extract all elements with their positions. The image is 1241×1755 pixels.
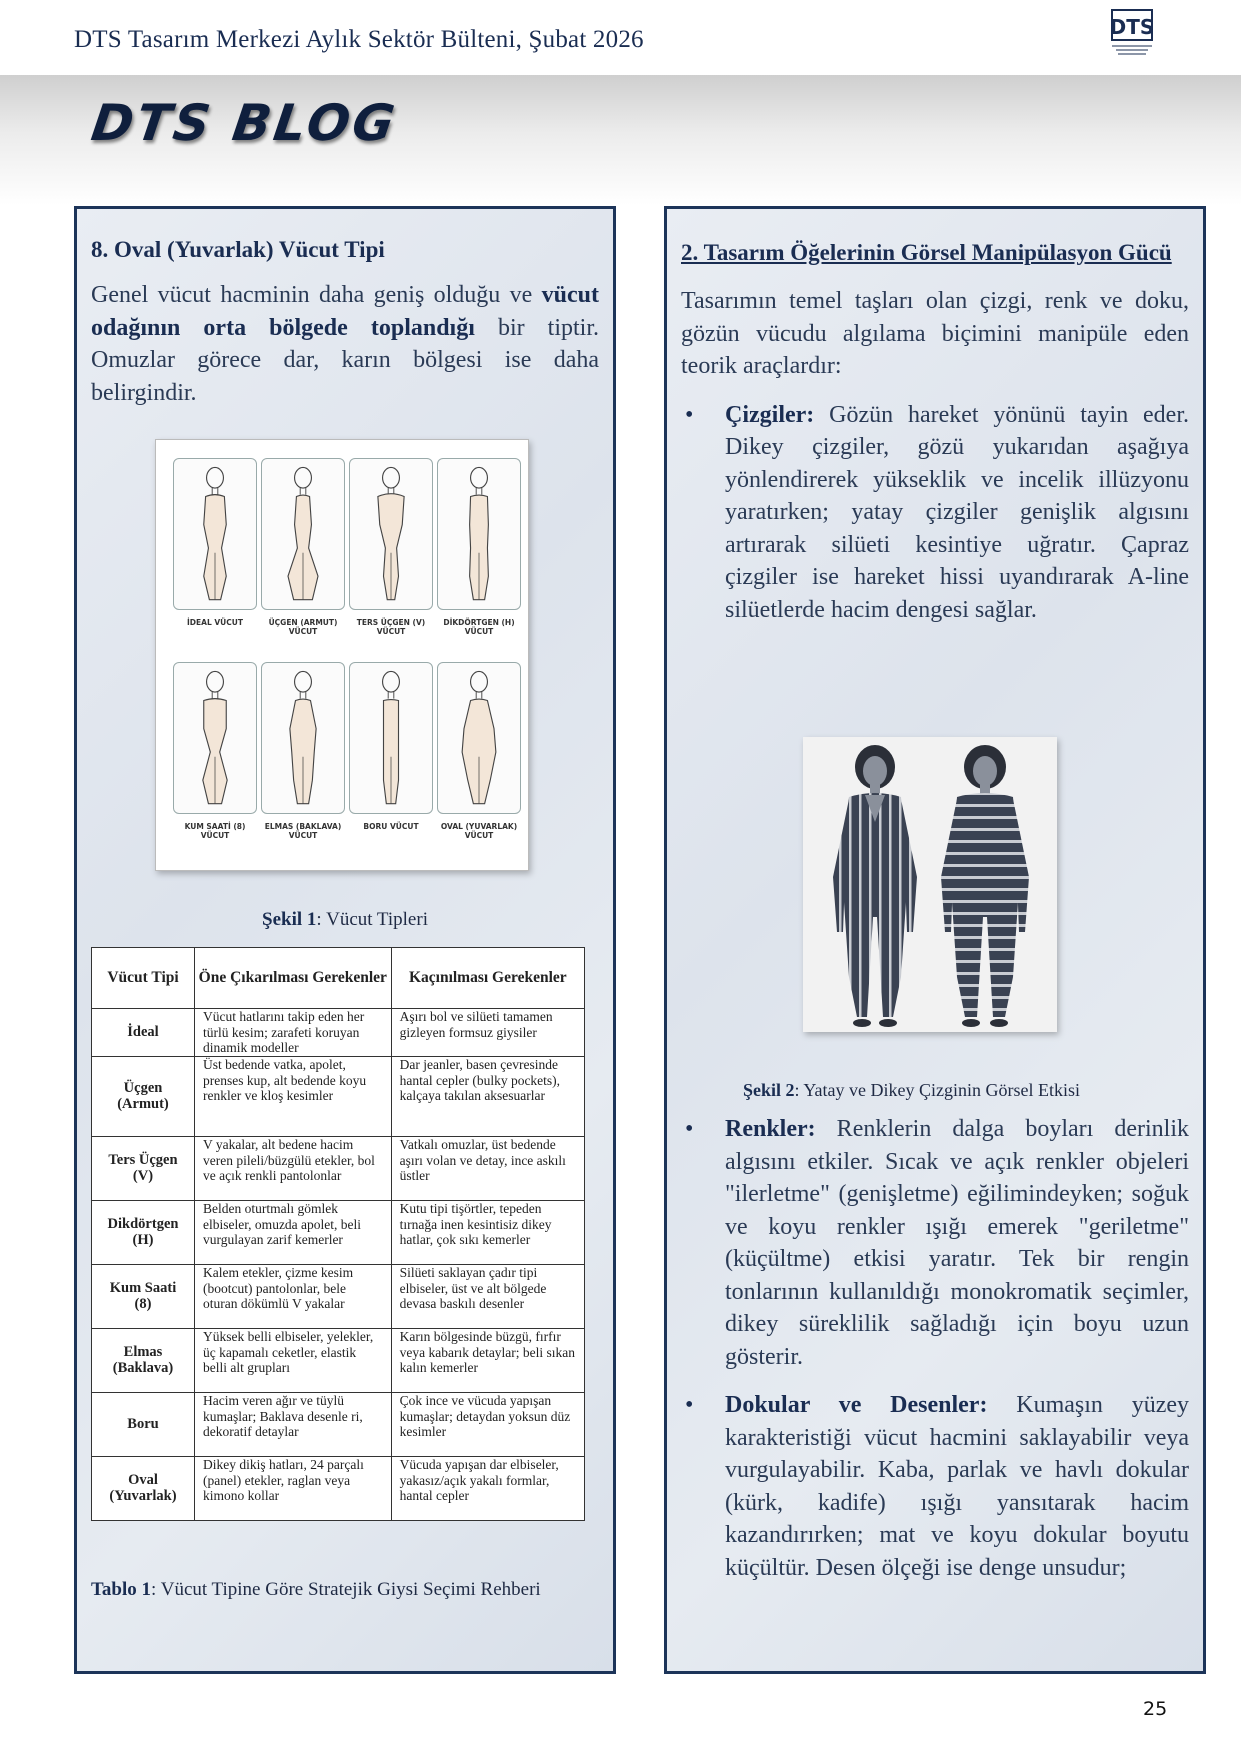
bulletin-title: DTS Tasarım Merkezi Aylık Sektör Bülteni, Şubat 2026 xyxy=(74,26,644,53)
body-type-cell xyxy=(174,458,256,652)
left-heading: 8. Oval (Yuvarlak) Vücut Tipi xyxy=(91,237,385,262)
body-silhouette-icon xyxy=(439,663,519,813)
svg-text:DTS: DTS xyxy=(1109,15,1155,39)
bullet-list-bottom xyxy=(681,1113,1189,1584)
body-type-label: ELMAS (BAKLAVA) VÜCUT xyxy=(264,822,342,840)
body-type-label: KUM SAATİ (8) VÜCUT xyxy=(184,822,246,840)
body-type-cell xyxy=(174,662,256,856)
body-type-label: ÜÇGEN (ARMUT) VÜCUT xyxy=(268,618,338,636)
page-number: 25 xyxy=(1143,1698,1168,1720)
body-type-cell xyxy=(438,662,520,856)
left-panel xyxy=(74,206,616,1674)
left-paragraph: Genel vücut hacminin daha geniş olduğu ve vücut odağının orta bölgede toplandığı bir tiptir. Omuzlar görece dar, karın bölgesi ise daha belirgindir. xyxy=(91,282,599,406)
body-type-cell xyxy=(262,458,344,652)
body-type-cell xyxy=(350,662,432,856)
bullet-list-top xyxy=(681,399,1189,627)
list-item: • Dokular ve Desenler: Kumaşın yüzey karakteristiği vücut hacmini saklayabilir veya vurgulayabilir. Kaba, parlak ve havlı dokular (kürk, kadife) ışığı yansıtarak hacim kazandırırken; mat ve koyu dokular boyutu küçültür. Desen ölçeği ise denge unsudur; xyxy=(681,1389,1189,1584)
table-header: Kaçınılması Gerekenler xyxy=(391,948,584,1009)
table-row: Oval (Yuvarlak) Dikey dikiş hatları, 24 parçalı (panel) etekler, raglan veya kimono kollar Vücuda yapışan dar elbiseler, yakasız/açık yakalı formlar, hantal cepler xyxy=(92,1457,585,1521)
body-silhouette-icon xyxy=(263,663,343,813)
body-type-cell xyxy=(262,662,344,856)
table-row: İdeal Vücut hatlarını takip eden her türlü kesim; zarafeti koruyan dinamik modeller Aşırı bol ve silüeti tamamen gizleyen formsuz giysiler xyxy=(92,1009,585,1057)
body-types-figure xyxy=(155,439,529,871)
table-row: Dikdörtgen (H) Belden oturtmalı gömlek elbiseler, omuzda apolet, beli vurgulayan zarif kemerler Kutu tipi tişörtler, tepeden tırnağa inen kesintisiz dikey hatlar, çok sıkı kemerler xyxy=(92,1201,585,1265)
body-silhouette-icon xyxy=(439,459,519,609)
table-row: Üçgen (Armut) Üst bedende vatka, apolet, prenses kup, alt bedende koyu renkler ve kloş kesimler Dar jeanler, basen çevresinde hantal cepler (bulky pockets), kalçaya takılan aksesuarlar xyxy=(92,1057,585,1137)
figure2-caption: Şekil 2: Yatay ve Dikey Çizginin Görsel Etkisi xyxy=(743,1080,1080,1100)
body-type-label: BORU VÜCUT xyxy=(363,822,419,831)
list-item: • Çizgiler: Gözün hareket yönünü tayin eder. Dikey çizgiler, gözü yukarıdan aşağıya yönlendirerek yükseklik ve incelik illüzyonu yaratırken; yatay çizgiler genişlik algısını artırarak silüeti kesintiye uğratır. Çapraz çizgiler ise hareket hissi uyandırarak A-line silüetlerde hacim dengesi sağlar. xyxy=(681,399,1189,627)
body-type-label: TERS ÜÇGEN (V) VÜCUT xyxy=(356,618,426,636)
table-header: Vücut Tipi xyxy=(92,948,195,1009)
body-type-cell xyxy=(438,458,520,652)
body-type-label: İDEAL VÜCUT xyxy=(187,618,243,627)
dts-logo xyxy=(1106,8,1158,58)
body-silhouette-icon xyxy=(263,459,343,609)
table-row: Kum Saati (8) Kalem etekler, çizme kesim (bootcut) pantolonlar, bele oturan dökümlü V yakalar Silüeti saklayan çadır tipi elbiseler, üst ve alt bölgede devasa baskılı desenler xyxy=(92,1265,585,1329)
figure1-caption: Şekil 1: Vücut Tipleri xyxy=(262,909,428,930)
body-type-label: DİKDÖRTGEN (H) VÜCUT xyxy=(443,618,515,636)
table-caption: Tablo 1: Vücut Tipine Göre Stratejik Giysi Seçimi Rehberi xyxy=(91,1579,541,1600)
body-silhouette-icon xyxy=(351,663,431,813)
table-row: Elmas (Baklava) Yüksek belli elbiseler, yelekler, üç kapamalı ceketler, elastik belli alt grupları Karın bölgesinde büzgü, fırfır veya kabarık detaylar; beli sıkan kalın kemerler xyxy=(92,1329,585,1393)
body-type-table xyxy=(91,947,585,1521)
body-silhouette-icon xyxy=(175,663,255,813)
right-intro: Tasarımın temel taşları olan çizgi, renk ve doku, gözün vücudu algılama biçimini manipüle eden teorik araçlardır: xyxy=(681,288,1189,379)
body-silhouette-icon xyxy=(175,459,255,609)
lines-illusion-figure xyxy=(803,737,1057,1032)
body-silhouette-icon xyxy=(351,459,431,609)
table-row: Ters Üçgen (V) V yakalar, alt bedene hacim veren pileli/büzgülü etekler, bol ve açık renkli pantolonlar Vatkalı omuzlar, üst bedende aşırı volan ve detay, ince askılı üstler xyxy=(92,1137,585,1201)
right-heading: 2. Tasarım Öğelerinin Görsel Manipülasyon Gücü xyxy=(681,240,1172,265)
body-type-cell xyxy=(350,458,432,652)
body-type-label: OVAL (YUVARLAK) VÜCUT xyxy=(440,822,518,840)
list-item: • Renkler: Renklerin dalga boyları derinlik algısını etkiler. Sıcak ve açık renkler objeleri "ilerletme" (genişletme) eğilimindeyken; soğuk ve koyu renkler ışığı emerek "geriletme" (küçültme) etkisi yaratır. Tek bir rengin tonlarının kullanıldığı monokromatik seçimler, dikey süreklilik sağladığı için boyu uzun gösterir. xyxy=(681,1113,1189,1373)
table-row: Boru Hacim veren ağır ve tüylü kumaşlar; Baklava desenle ri, dekoratif detaylar Çok ince ve vücuda yapışan kumaşlar; detaydan yoksun düz kesimler xyxy=(92,1393,585,1457)
blog-title: DTS BLOG xyxy=(87,94,401,152)
right-panel xyxy=(664,206,1206,1674)
table-header: Öne Çıkarılması Gerekenler xyxy=(195,948,392,1009)
